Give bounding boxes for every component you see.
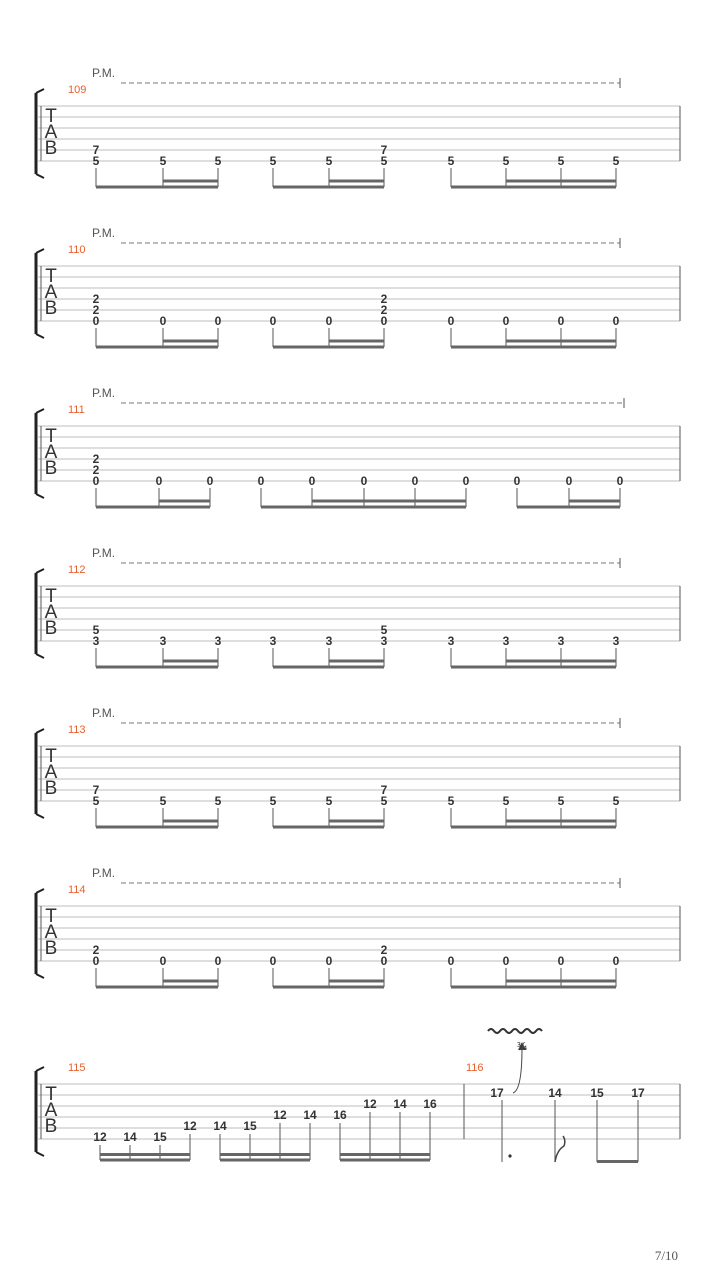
beam-primary	[100, 1159, 190, 1162]
tab-system-115-116	[36, 1029, 680, 1163]
fret-number: 0	[269, 954, 277, 968]
palm-mute-label: P.M.	[92, 226, 116, 240]
tab-clef-letter: A	[44, 442, 58, 463]
tab-clef-letter: B	[44, 618, 58, 639]
fret-number: 2	[92, 452, 100, 466]
beam-primary	[451, 986, 616, 989]
fret-number: 0	[257, 474, 265, 488]
beam-primary	[96, 346, 218, 349]
fret-number: 0	[447, 954, 455, 968]
measure-number: 109	[68, 84, 87, 96]
fret-number: 5	[92, 154, 100, 168]
fret-number: 5	[159, 154, 167, 168]
beam-primary	[451, 826, 616, 829]
fret-number: 5	[557, 794, 565, 808]
fret-number: 2	[92, 463, 100, 477]
palm-mute-label: P.M.	[92, 706, 116, 720]
system-bracket-hook	[36, 334, 44, 338]
measure-number: 112	[68, 564, 86, 576]
beam-secondary	[163, 820, 218, 823]
fret-number: 5	[325, 154, 333, 168]
fret-number: 0	[557, 314, 565, 328]
bend-curve	[513, 1048, 522, 1093]
fret-number: 5	[380, 154, 388, 168]
fret-number: 12	[93, 1130, 107, 1144]
tab-system-109	[36, 66, 680, 189]
system-bracket-hook	[36, 174, 44, 178]
fret-number: 5	[92, 794, 100, 808]
fret-number: 7	[92, 143, 100, 157]
fret-number: 2	[380, 303, 388, 317]
fret-number: 5	[214, 154, 222, 168]
tab-clef-letter: B	[44, 778, 58, 799]
beam-primary	[273, 186, 384, 189]
tab-clef-letter: A	[44, 1100, 58, 1121]
fret-number: 5	[269, 154, 277, 168]
system-bracket-hook	[36, 569, 44, 573]
beam-primary	[340, 1159, 430, 1162]
fret-number: 0	[360, 474, 368, 488]
fret-number: 12	[183, 1119, 197, 1133]
page-indicator: 7/10	[654, 1248, 678, 1263]
system-bracket-hook	[36, 814, 44, 818]
beam-secondary	[163, 660, 218, 663]
fret-number: 0	[214, 954, 222, 968]
beam-secondary	[329, 340, 384, 343]
tab-system-110	[36, 226, 680, 349]
beam-secondary	[569, 500, 620, 503]
fret-number: 0	[308, 474, 316, 488]
tab-clef-letter: B	[44, 938, 58, 959]
fret-number: 15	[590, 1086, 604, 1100]
fret-number: 0	[513, 474, 521, 488]
beam-primary	[96, 666, 218, 669]
fret-number: 0	[92, 954, 100, 968]
beam-secondary	[506, 820, 616, 823]
fret-number: 14	[123, 1130, 137, 1144]
fret-number: 5	[502, 154, 510, 168]
beam-secondary	[163, 180, 218, 183]
fret-number: 3	[612, 634, 620, 648]
measure-number: 114	[68, 884, 86, 896]
tab-clef-letter: B	[44, 458, 58, 479]
tab-clef-letter: T	[45, 906, 57, 927]
fret-number: 0	[325, 954, 333, 968]
palm-mute-label: P.M.	[92, 546, 116, 560]
fret-number: 0	[380, 314, 388, 328]
tab-system-111	[36, 386, 680, 509]
fret-number: 0	[92, 314, 100, 328]
fret-number: 0	[206, 474, 214, 488]
beam-primary	[597, 1160, 638, 1163]
system-bracket-hook	[36, 729, 44, 733]
fret-number: 5	[214, 794, 222, 808]
fret-number: 17	[631, 1086, 645, 1100]
beam-secondary	[163, 980, 218, 983]
beam-secondary	[100, 1153, 190, 1156]
fret-number: 0	[155, 474, 163, 488]
fret-number: 5	[325, 794, 333, 808]
fret-number: 16	[423, 1097, 437, 1111]
beam-secondary	[163, 340, 218, 343]
bend-amount-label: ¾	[516, 1040, 528, 1053]
fret-number: 2	[92, 943, 100, 957]
fret-number: 0	[565, 474, 573, 488]
tab-clef-letter: A	[44, 122, 58, 143]
beam-primary	[451, 186, 616, 189]
fret-number: 3	[269, 634, 277, 648]
fret-number: 14	[303, 1108, 317, 1122]
system-bracket-hook	[36, 89, 44, 93]
fret-number: 3	[92, 634, 100, 648]
fret-number: 5	[380, 794, 388, 808]
fret-number: 0	[380, 954, 388, 968]
fret-number: 5	[159, 794, 167, 808]
palm-mute-label: P.M.	[92, 866, 116, 880]
fret-number: 0	[159, 314, 167, 328]
fret-number: 0	[159, 954, 167, 968]
beam-primary	[96, 186, 218, 189]
beam-secondary	[340, 1153, 430, 1156]
tab-clef-letter: B	[44, 298, 58, 319]
fret-number: 3	[502, 634, 510, 648]
beam-secondary	[159, 500, 210, 503]
beam-primary	[273, 346, 384, 349]
beam-primary	[273, 986, 384, 989]
tab-clef-letter: B	[44, 138, 58, 159]
fret-number: 14	[213, 1119, 227, 1133]
beam-secondary	[220, 1153, 310, 1156]
beam-primary	[96, 986, 218, 989]
beam-secondary	[506, 340, 616, 343]
fret-number: 0	[462, 474, 470, 488]
fret-number: 0	[502, 314, 510, 328]
fret-number: 2	[380, 292, 388, 306]
fret-number: 16	[333, 1108, 347, 1122]
fret-number: 0	[447, 314, 455, 328]
system-bracket-hook	[36, 409, 44, 413]
tab-clef-letter: T	[45, 266, 57, 287]
palm-mute-label: P.M.	[92, 66, 116, 80]
beam-primary	[273, 826, 384, 829]
beam-secondary	[329, 660, 384, 663]
measure-number: 115	[68, 1062, 86, 1074]
fret-number: 3	[325, 634, 333, 648]
system-bracket-hook	[36, 889, 44, 893]
fret-number: 5	[447, 794, 455, 808]
fret-number: 3	[557, 634, 565, 648]
fret-number: 5	[612, 794, 620, 808]
beam-primary	[451, 666, 616, 669]
tab-system-114	[36, 866, 680, 989]
beam-primary	[220, 1159, 310, 1162]
fret-number: 0	[269, 314, 277, 328]
beam-primary	[451, 346, 616, 349]
fret-number: 7	[380, 783, 388, 797]
measure-number: 116	[466, 1062, 484, 1074]
beam-primary	[96, 826, 218, 829]
beam-secondary	[506, 980, 616, 983]
system-bracket-hook	[36, 494, 44, 498]
fret-number: 5	[557, 154, 565, 168]
fret-number: 14	[548, 1086, 562, 1100]
tab-clef-letter: T	[45, 1084, 57, 1105]
fret-number: 7	[380, 143, 388, 157]
beam-secondary	[329, 180, 384, 183]
beam-primary	[517, 506, 620, 509]
fret-number: 5	[612, 154, 620, 168]
tab-clef-letter: T	[45, 586, 57, 607]
fret-number: 0	[616, 474, 624, 488]
beam-primary	[273, 666, 384, 669]
fret-number: 0	[557, 954, 565, 968]
fret-number: 3	[380, 634, 388, 648]
system-bracket-hook	[36, 974, 44, 978]
beam-secondary	[312, 500, 466, 503]
fret-number: 12	[363, 1097, 377, 1111]
fret-number: 7	[92, 783, 100, 797]
fret-number: 14	[393, 1097, 407, 1111]
fret-number: 0	[325, 314, 333, 328]
tab-clef-letter: A	[44, 762, 58, 783]
fret-number: 0	[612, 954, 620, 968]
fret-number: 0	[411, 474, 419, 488]
tab-clef-letter: T	[45, 746, 57, 767]
tab-clef-letter: T	[45, 106, 57, 127]
tab-clef-letter: B	[44, 1116, 58, 1137]
fret-number: 3	[214, 634, 222, 648]
fret-number: 0	[92, 474, 100, 488]
tab-clef-letter: T	[45, 426, 57, 447]
beam-secondary	[329, 980, 384, 983]
fret-number: 17	[490, 1086, 504, 1100]
note-flag	[555, 1136, 565, 1162]
tab-clef-letter: A	[44, 282, 58, 303]
fret-number: 0	[612, 314, 620, 328]
augmentation-dot	[508, 1154, 511, 1157]
beam-secondary	[506, 180, 616, 183]
fret-number: 2	[380, 943, 388, 957]
fret-number: 2	[92, 292, 100, 306]
fret-number: 2	[92, 303, 100, 317]
fret-number: 5	[502, 794, 510, 808]
measure-number: 113	[68, 724, 86, 736]
system-bracket-hook	[36, 1152, 44, 1156]
tab-clef-letter: A	[44, 922, 58, 943]
fret-number: 5	[92, 623, 100, 637]
measure-number: 111	[68, 404, 85, 416]
tab-system-113	[36, 706, 680, 829]
fret-number: 5	[380, 623, 388, 637]
vibrato-mark	[488, 1029, 542, 1033]
beam-primary	[96, 506, 210, 509]
fret-number: 0	[214, 314, 222, 328]
fret-number: 3	[159, 634, 167, 648]
beam-secondary	[506, 660, 616, 663]
system-bracket-hook	[36, 654, 44, 658]
system-bracket-hook	[36, 1067, 44, 1071]
beam-secondary	[329, 820, 384, 823]
palm-mute-label: P.M.	[92, 386, 116, 400]
fret-number: 5	[269, 794, 277, 808]
fret-number: 3	[447, 634, 455, 648]
fret-number: 15	[153, 1130, 167, 1144]
fret-number: 12	[273, 1108, 287, 1122]
fret-number: 0	[502, 954, 510, 968]
beam-primary	[261, 506, 466, 509]
fret-number: 15	[243, 1119, 257, 1133]
measure-number: 110	[68, 244, 86, 256]
fret-number: 5	[447, 154, 455, 168]
tab-clef-letter: A	[44, 602, 58, 623]
tab-system-112	[36, 546, 680, 669]
system-bracket-hook	[36, 249, 44, 253]
